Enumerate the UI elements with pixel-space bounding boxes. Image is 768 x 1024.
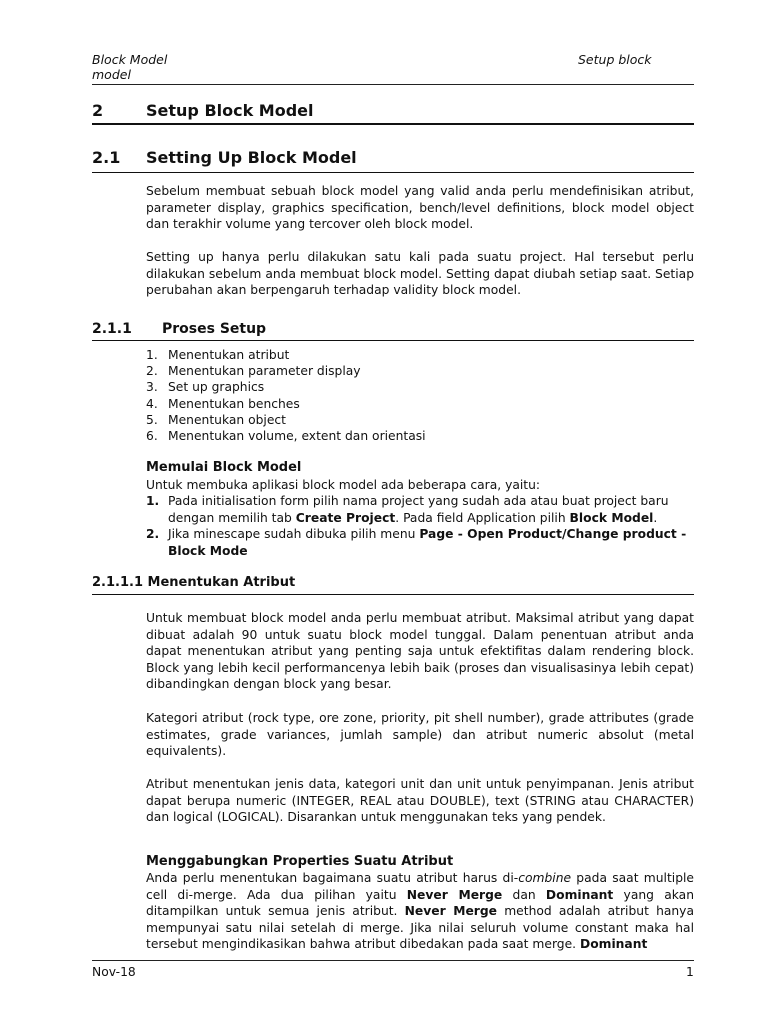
list-item: 4. Menentukan benches	[146, 396, 300, 411]
memulai-intro: Untuk membuka aplikasi block model ada beberapa cara, yaitu:	[146, 477, 541, 492]
subsection-heading-rule	[92, 340, 694, 341]
list-item: 1. Menentukan atribut	[146, 348, 290, 362]
subsubsection-number: 2.1.1.1	[92, 575, 143, 590]
list-item: 6. Menentukan volume, extent dan orientasi	[146, 429, 426, 444]
list-item: 5. Menentukan object	[146, 412, 286, 427]
header-title-line1: Block Model	[92, 52, 168, 67]
intro-paragraph-2: Setting up hanya perlu dilakukan satu kali pada suatu project. Hal tersebut perlu dilakukan sebelum anda membuat block model. Setting dapat diubah setiap saat. Setiap perubahan akan berpengaruh terhadap validity block model.	[146, 250, 694, 298]
list-item-text: Pada initialisation form pilih nama project yang sudah ada atau buat project baru dengan memilih tab Create Project. Pada field Application pilih Block Model.	[168, 494, 669, 525]
footer-divider	[92, 960, 694, 961]
list-item: 1. Pada initialisation form pilih nama project yang sudah ada atau buat project baru dengan memilih tab Create Project. Pada field Application pilih Block Model.	[146, 493, 694, 526]
running-header-right: Setup block	[578, 52, 652, 67]
section-title: Setting Up Block Model	[146, 148, 357, 167]
memulai-subheading	[146, 460, 694, 493]
setup-steps-list	[146, 347, 694, 444]
chapter-title: Setup Block Model	[146, 101, 314, 120]
memulai-list	[146, 493, 694, 559]
merge-subheading: Menggabungkan Properties Suatu Atribut	[146, 854, 454, 869]
atribut-paragraph-2: Kategori atribut (rock type, ore zone, priority, pit shell number), grade attributes (grade estimates, grade variances, jumlah sample) dan atribut numeric absolut (metal equivalents).	[146, 711, 694, 759]
section-heading	[92, 147, 694, 169]
subsection-number: 2.1.1	[92, 321, 132, 337]
chapter-heading-rule	[92, 123, 694, 125]
list-item: 2. Menentukan parameter display	[146, 364, 361, 379]
subsubsection-heading-rule	[92, 594, 694, 595]
subsection-heading	[92, 320, 694, 338]
intro-paragraph-1: Sebelum membuat sebuah block model yang valid anda perlu mendefinisikan atribut, parameter display, graphics specification, bench/level definitions, block model object dan terakhir volume yang tercover oleh block model.	[146, 184, 694, 232]
chapter-heading	[92, 100, 694, 122]
footer-date: Nov-18	[92, 965, 136, 979]
section-number: 2.1	[92, 148, 121, 167]
running-header-left	[92, 52, 212, 82]
chapter-number: 2	[92, 101, 104, 120]
atribut-paragraph-1: Untuk membuat block model anda perlu membuat atribut. Maksimal atribut yang dapat dibuat adalah 90 untuk suatu block model tunggal. Dalam penentuan atribut anda dapat menentukan atribut yang penting saja untuk efektifitas dalam rendering block. Block yang lebih kecil performancenya lebih baik (proses dan visualisasinya lebih cepat) dibandingkan dengan block yang besar.	[146, 611, 694, 692]
section-heading-rule	[92, 172, 694, 173]
list-item-text: Jika minescape sudah dibuka pilih menu Page - Open Product/Change product - Block Mode	[168, 527, 687, 558]
header-divider	[92, 84, 694, 85]
page-number: 1	[686, 965, 694, 979]
header-title-line2: model	[92, 67, 131, 82]
subsection-title: Proses Setup	[162, 321, 267, 337]
subsubsection-title: Menentukan Atribut	[147, 575, 296, 590]
atribut-paragraph-3: Atribut menentukan jenis data, kategori unit dan unit untuk penyimpanan. Jenis atribut dapat berupa numeric (INTEGER, REAL atau DOUBLE), text (STRING atau CHARACTER) dan logical (LOGICAL). Disarankan untuk menggunakan teks yang pendek.	[146, 777, 694, 825]
subsubsection-heading	[92, 574, 694, 592]
merge-paragraph: Anda perlu menentukan bagaimana suatu atribut harus di-combine pada saat multiple cell di-merge. Ada dua pilihan yaitu Never Merge dan Dominant yang akan ditampilkan untuk semua jenis atribut. Never Merge method adalah atribut hanya mempunyai satu nilai setelah di merge. Jika nilai seluruh volume constant maka hal tersebut mengindikasikan bahwa atribut dibedakan pada saat merge. Dominant	[146, 871, 695, 952]
list-item: 3. Set up graphics	[146, 380, 265, 395]
memulai-title: Memulai Block Model	[146, 460, 302, 475]
list-item: 2. Jika minescape sudah dibuka pilih menu Page - Open Product/Change product - Block Mode	[146, 526, 694, 559]
